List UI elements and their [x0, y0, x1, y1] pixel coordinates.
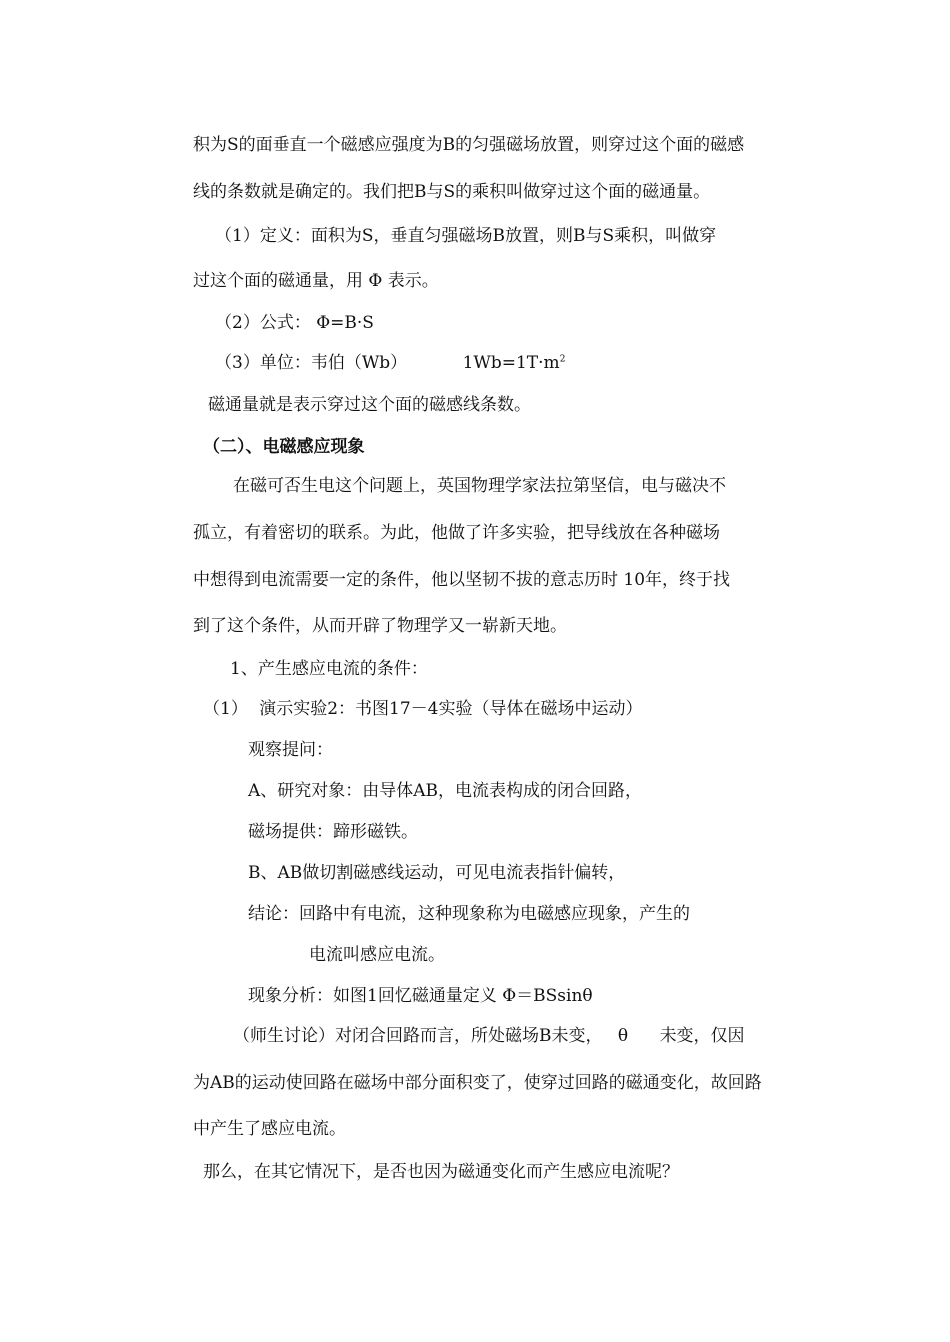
unit-label: （3）单位：韦伯（Wb） [215, 353, 408, 373]
text-line: 孤立，有着密切的联系。为此，他做了许多实验，把导线放在各种磁场 [193, 523, 720, 543]
discussion-text: （师生讨论）对闭合回路而言，所处磁场B未变， [233, 1026, 603, 1046]
superscript: 2 [559, 354, 566, 365]
subsection-title: 1、产生感应电流的条件： [230, 659, 428, 679]
text-line: （1）定义：面积为S，垂直匀强磁场B放置，则B与S乘积，叫做穿 [215, 226, 717, 246]
item-text: 演示实验2：书图17－4实验（导体在磁场中运动） [259, 699, 643, 719]
text-line: B、AB做切割磁感线运动，可见电流表指针偏转， [248, 863, 626, 883]
text-line: 中想得到电流需要一定的条件，他以坚韧不拔的意志历时 10年，终于找 [193, 570, 731, 590]
text-line: 电流叫感应电流。 [309, 945, 445, 965]
discussion-line [233, 1025, 745, 1047]
text-line: 中产生了感应电流。 [193, 1119, 346, 1139]
item-number: （1） [203, 699, 248, 719]
text-line: 在磁可否生电这个问题上，英国物理学家法拉第坚信，电与磁决不 [233, 476, 726, 496]
text-line: 过这个面的磁通量，用 Φ 表示。 [193, 271, 439, 291]
text-line: 磁场提供：蹄形磁铁。 [248, 822, 418, 842]
theta-symbol: θ [617, 1026, 629, 1046]
text-line: 结论：回路中有电流，这种现象称为电磁感应现象，产生的 [248, 904, 690, 924]
text-line: （2）公式： Φ=B·S [215, 313, 374, 333]
text-line: 积为S的面垂直一个磁感应强度为B的匀强磁场放置，则穿过这个面的磁感 [193, 135, 745, 155]
section-heading: （二）、电磁感应现象 [203, 437, 365, 457]
text-line: 现象分析：如图1回忆磁通量定义 Φ＝BSsinθ [248, 986, 593, 1006]
unit-line [215, 352, 565, 374]
text-line: 为AB的运动使回路在磁场中部分面积变了，使穿过回路的磁通变化，故回路 [193, 1073, 762, 1093]
discussion-text-end: 未变，仅因 [659, 1026, 745, 1046]
experiment-line [203, 698, 643, 720]
unit-formula: $1Wb=1T\cdot m^2$ [462, 353, 566, 373]
text-line: 那么，在其它情况下，是否也因为磁通变化而产生感应电流呢？ [203, 1162, 679, 1182]
text-line: 线的条数就是确定的。我们把B与S的乘积叫做穿过这个面的磁通量。 [193, 182, 711, 202]
text-line: 观察提问： [248, 740, 333, 760]
text-line: A、研究对象：由导体AB，电流表构成的闭合回路， [248, 781, 643, 801]
text-line: 磁通量就是表示穿过这个面的磁感线条数。 [208, 395, 531, 415]
text-line: 到了这个条件，从而开辟了物理学又一崭新天地。 [193, 616, 567, 636]
